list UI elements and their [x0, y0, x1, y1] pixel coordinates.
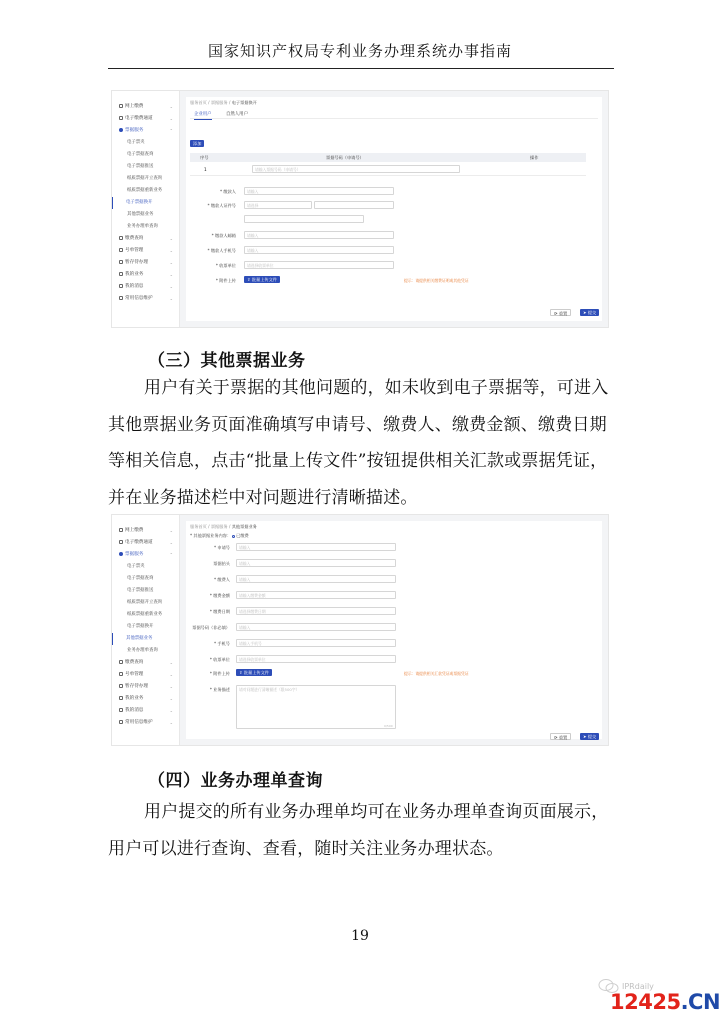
chevron-down-icon: ⌄ — [169, 540, 173, 545]
chevron-down-icon: ⌄ — [169, 272, 173, 277]
sidebar-item-invoice[interactable]: 票据服务 ⌃ — [112, 549, 179, 561]
field-label: * 缴款人 — [220, 189, 236, 194]
chevron-down-icon: ⌄ — [169, 284, 173, 289]
batch-upload-button[interactable]: ⇪ 批量上传文件 — [236, 669, 272, 676]
search-icon — [119, 236, 123, 240]
invoice-icon — [119, 128, 123, 132]
sidebar-subitem[interactable]: 电子票据查询 — [127, 576, 154, 581]
gear-icon — [119, 296, 123, 300]
sidebar-subitem[interactable]: 电子票据换开 — [127, 624, 154, 629]
sidebar-item[interactable]: 网上缴费 ⌄ — [112, 101, 179, 113]
sidebar-subitem[interactable]: 电子票据查询 — [127, 152, 154, 157]
id-type-select[interactable]: 请选择 — [244, 201, 312, 209]
chevron-down-icon: ⌄ — [169, 296, 173, 301]
sidebar-subitem[interactable]: 纸质票据重新业务 — [127, 612, 163, 617]
phone-input[interactable]: 请输入 — [244, 246, 394, 254]
sidebar-item[interactable]: 我的消息 ⌄ — [112, 705, 179, 717]
radio-icon[interactable] — [232, 535, 235, 538]
char-counter: 0/500 — [384, 724, 393, 728]
tab-bar — [190, 109, 598, 119]
upload-hint: 提示：请提供相关缴费证明或其他凭证 — [404, 278, 469, 283]
chevron-down-icon: ⌄ — [169, 696, 173, 701]
field-label: * 申请号 — [214, 545, 230, 550]
sidebar-item[interactable]: 号单管理 ⌄ — [112, 669, 179, 681]
sidebar-subitem[interactable]: 纸质票据重新业务 — [127, 188, 163, 193]
field-label: * 缴款人证件号 — [207, 203, 236, 208]
field-label: * 缴款人手机号 — [207, 248, 236, 253]
invoice-title-input[interactable]: 请输入 — [236, 559, 396, 567]
invoice-icon — [119, 552, 123, 556]
field-label: * 缴费金额 — [209, 593, 230, 598]
field-label: * 缴款人邮箱 — [211, 233, 236, 238]
chevron-down-icon: ⌄ — [169, 684, 173, 689]
upload-icon: ⇪ — [247, 277, 252, 282]
tab-individual[interactable]: 自然人用户 — [226, 112, 248, 117]
sidebar-item[interactable]: 我的消息 ⌄ — [112, 281, 179, 293]
section-heading: （四）业务办理单查询 — [148, 771, 323, 791]
section-heading: （三）其他票据业务 — [148, 351, 306, 371]
field-label: * 收票单位 — [215, 263, 236, 268]
list-icon — [119, 672, 123, 676]
section-title: * 其他票据业务内容： 已缴费 — [190, 533, 249, 538]
sidebar-item[interactable]: 缴费查询 ⌄ — [112, 233, 179, 245]
sidebar-subitem-active[interactable]: 电子票据换开 — [112, 197, 179, 209]
refresh-icon: ⟳ — [554, 735, 559, 740]
cart-icon — [119, 104, 123, 108]
section-paragraph: 用户有关于票据的其他问题的，如未收到电子票据等，可进入其他票据业务页面准确填写申请号、缴费人、缴费金额、缴费日期等相关信息，点击“批量上传文件”按钮提供相关汇款或票据凭证，并在业务描述栏中对问题进行清晰描述。 — [108, 378, 609, 508]
chevron-down-icon: ⌄ — [169, 672, 173, 677]
sidebar-subitem[interactable]: 业务办理单查询 — [127, 224, 158, 229]
cart-icon — [119, 528, 123, 532]
sidebar-item[interactable]: 网上缴费 ⌄ — [112, 525, 179, 537]
table-row: 1 — [190, 162, 586, 176]
sidebar-item[interactable]: 号单管理 ⌄ — [112, 245, 179, 257]
draft-icon — [119, 260, 123, 264]
field-label: * 缴费日期 — [209, 609, 230, 614]
description-textarea[interactable]: 请对问题进行清晰描述（限500字） — [236, 685, 396, 729]
chevron-down-icon: ⌄ — [169, 708, 173, 713]
invoice-number-input[interactable]: 请输入 — [236, 623, 396, 631]
sidebar-item[interactable]: 暂存待办理 ⌄ — [112, 257, 179, 269]
email-input[interactable]: 请输入 — [244, 231, 394, 239]
chevron-down-icon: ⌄ — [169, 236, 173, 241]
phone-input[interactable]: 请输入手机号 — [236, 639, 396, 647]
sidebar-item[interactable]: 暂存待办理 ⌄ — [112, 681, 179, 693]
submit-button[interactable]: ➤ 提交 — [580, 309, 599, 316]
screenshot-e-invoice-reissue — [111, 90, 609, 328]
sidebar-subitem[interactable]: 电子票夹 — [127, 140, 145, 145]
field-label: * 收票单位 — [209, 657, 230, 662]
draft-icon — [119, 684, 123, 688]
search-icon — [119, 660, 123, 664]
field-label: 票据号码（非必填） — [192, 625, 230, 630]
sidebar-item[interactable]: 电子缴费通道 ⌄ — [112, 113, 179, 125]
reset-button[interactable]: ⟳ 重置 — [550, 733, 571, 740]
breadcrumb: 服务首页 / 票据服务 / 电子票据换开 — [190, 100, 257, 105]
submit-button[interactable]: ➤ 提交 — [580, 733, 599, 740]
receiving-unit-select[interactable]: 请选择收票单位 — [244, 261, 394, 269]
gear-icon — [119, 720, 123, 724]
payer-input[interactable]: 请输入 — [236, 575, 396, 583]
application-number-input[interactable]: 请输入 — [236, 543, 396, 551]
sidebar-item[interactable]: 常用信息维护 ⌄ — [112, 717, 179, 729]
screenshot-other-invoice-business — [111, 514, 609, 746]
date-input[interactable]: 请选择缴费日期 — [236, 607, 396, 615]
invoice-number-input[interactable]: 请输入票据号码（申请号） — [252, 165, 460, 173]
card-icon — [119, 116, 123, 120]
receiving-unit-select[interactable]: 请选择收票单位 — [236, 655, 396, 663]
field-label: * 业务描述 — [209, 687, 230, 692]
field-label: * 附件上传 — [215, 278, 236, 283]
field-label: * 附件上传 — [209, 671, 230, 676]
sidebar-subitem[interactable]: 纸质票据开立查询 — [127, 176, 163, 181]
sidebar — [112, 515, 180, 745]
brand-logo: 12425.CN — [610, 990, 720, 1014]
sidebar-item[interactable]: 我的业务 ⌄ — [112, 693, 179, 705]
sidebar-item[interactable]: 缴费查询 ⌄ — [112, 657, 179, 669]
reset-button[interactable]: ⟳ 重置 — [550, 309, 571, 316]
sidebar-item[interactable]: 常用信息维护 ⌄ — [112, 293, 179, 305]
header-rule — [108, 68, 614, 69]
tab-enterprise[interactable]: 企业用户 — [194, 111, 212, 120]
main-panel — [186, 521, 602, 739]
send-icon: ➤ — [583, 310, 588, 315]
batch-upload-button[interactable]: ⇪ 批量上传文件 — [244, 276, 280, 283]
upload-hint: 提示：请提供相关汇款凭证或票据凭证 — [404, 671, 469, 676]
amount-input[interactable]: 请输入缴费金额 — [236, 591, 396, 599]
folder-icon — [119, 272, 123, 276]
field-label: 票据抬头 — [213, 561, 230, 566]
chevron-down-icon: ⌄ — [169, 104, 173, 109]
send-icon: ➤ — [583, 734, 588, 739]
page-number: 19 — [351, 928, 369, 944]
chevron-up-icon: ⌃ — [169, 552, 173, 557]
sidebar-item[interactable]: 我的业务 ⌄ — [112, 269, 179, 281]
sidebar-subitem-active[interactable]: 其他票据业务 — [112, 633, 179, 645]
id-number-input[interactable] — [314, 201, 394, 209]
sidebar-subitem[interactable]: 其他票据业务 — [127, 212, 154, 217]
table-header: 序号 票据号码（申请号） 操作 — [190, 153, 586, 162]
upload-icon: ⇪ — [239, 670, 244, 675]
sidebar-subitem[interactable]: 电子票据推送 — [127, 588, 154, 593]
chevron-down-icon: ⌄ — [169, 720, 173, 725]
list-icon — [119, 248, 123, 252]
chevron-up-icon: ⌃ — [169, 128, 173, 133]
sidebar-subitem[interactable]: 纸质票据开立查询 — [127, 600, 163, 605]
sidebar-item[interactable]: 电子缴费通道 ⌄ — [112, 537, 179, 549]
card-icon — [119, 540, 123, 544]
chevron-down-icon: ⌄ — [169, 260, 173, 265]
breadcrumb: 服务首页 / 票据服务 / 其他票据业务 — [190, 524, 257, 529]
chevron-down-icon: ⌄ — [169, 528, 173, 533]
section-paragraph: 用户提交的所有业务办理单均可在业务办理单查询页面展示，用户可以进行查询、查看，随时关注业务办理状态。 — [108, 802, 609, 859]
page-header: 国家知识产权局专利业务办理系统办事指南 — [207, 42, 512, 60]
chevron-down-icon: ⌄ — [169, 248, 173, 253]
payer-input[interactable]: 请输入 — [244, 187, 394, 195]
field-label: * 缴费人 — [214, 577, 230, 582]
chevron-down-icon: ⌄ — [169, 116, 173, 121]
main-panel — [186, 97, 602, 321]
sidebar-subitem[interactable]: 电子票据推送 — [127, 164, 154, 169]
bell-icon — [119, 284, 123, 288]
watermark-text: IPRdaily — [622, 982, 654, 991]
chevron-down-icon: ⌄ — [169, 660, 173, 665]
id-extra-input[interactable] — [244, 215, 364, 223]
bell-icon — [119, 708, 123, 712]
refresh-icon: ⟳ — [554, 311, 559, 316]
sidebar-subitem[interactable]: 电子票夹 — [127, 564, 145, 569]
add-button[interactable]: 添加 — [190, 140, 204, 147]
field-label: * 手机号 — [214, 641, 230, 646]
sidebar-subitem[interactable]: 业务办理单查询 — [127, 648, 158, 653]
sidebar-item-invoice[interactable]: 票据服务 ⌃ — [112, 125, 179, 137]
folder-icon — [119, 696, 123, 700]
sidebar — [112, 91, 180, 327]
